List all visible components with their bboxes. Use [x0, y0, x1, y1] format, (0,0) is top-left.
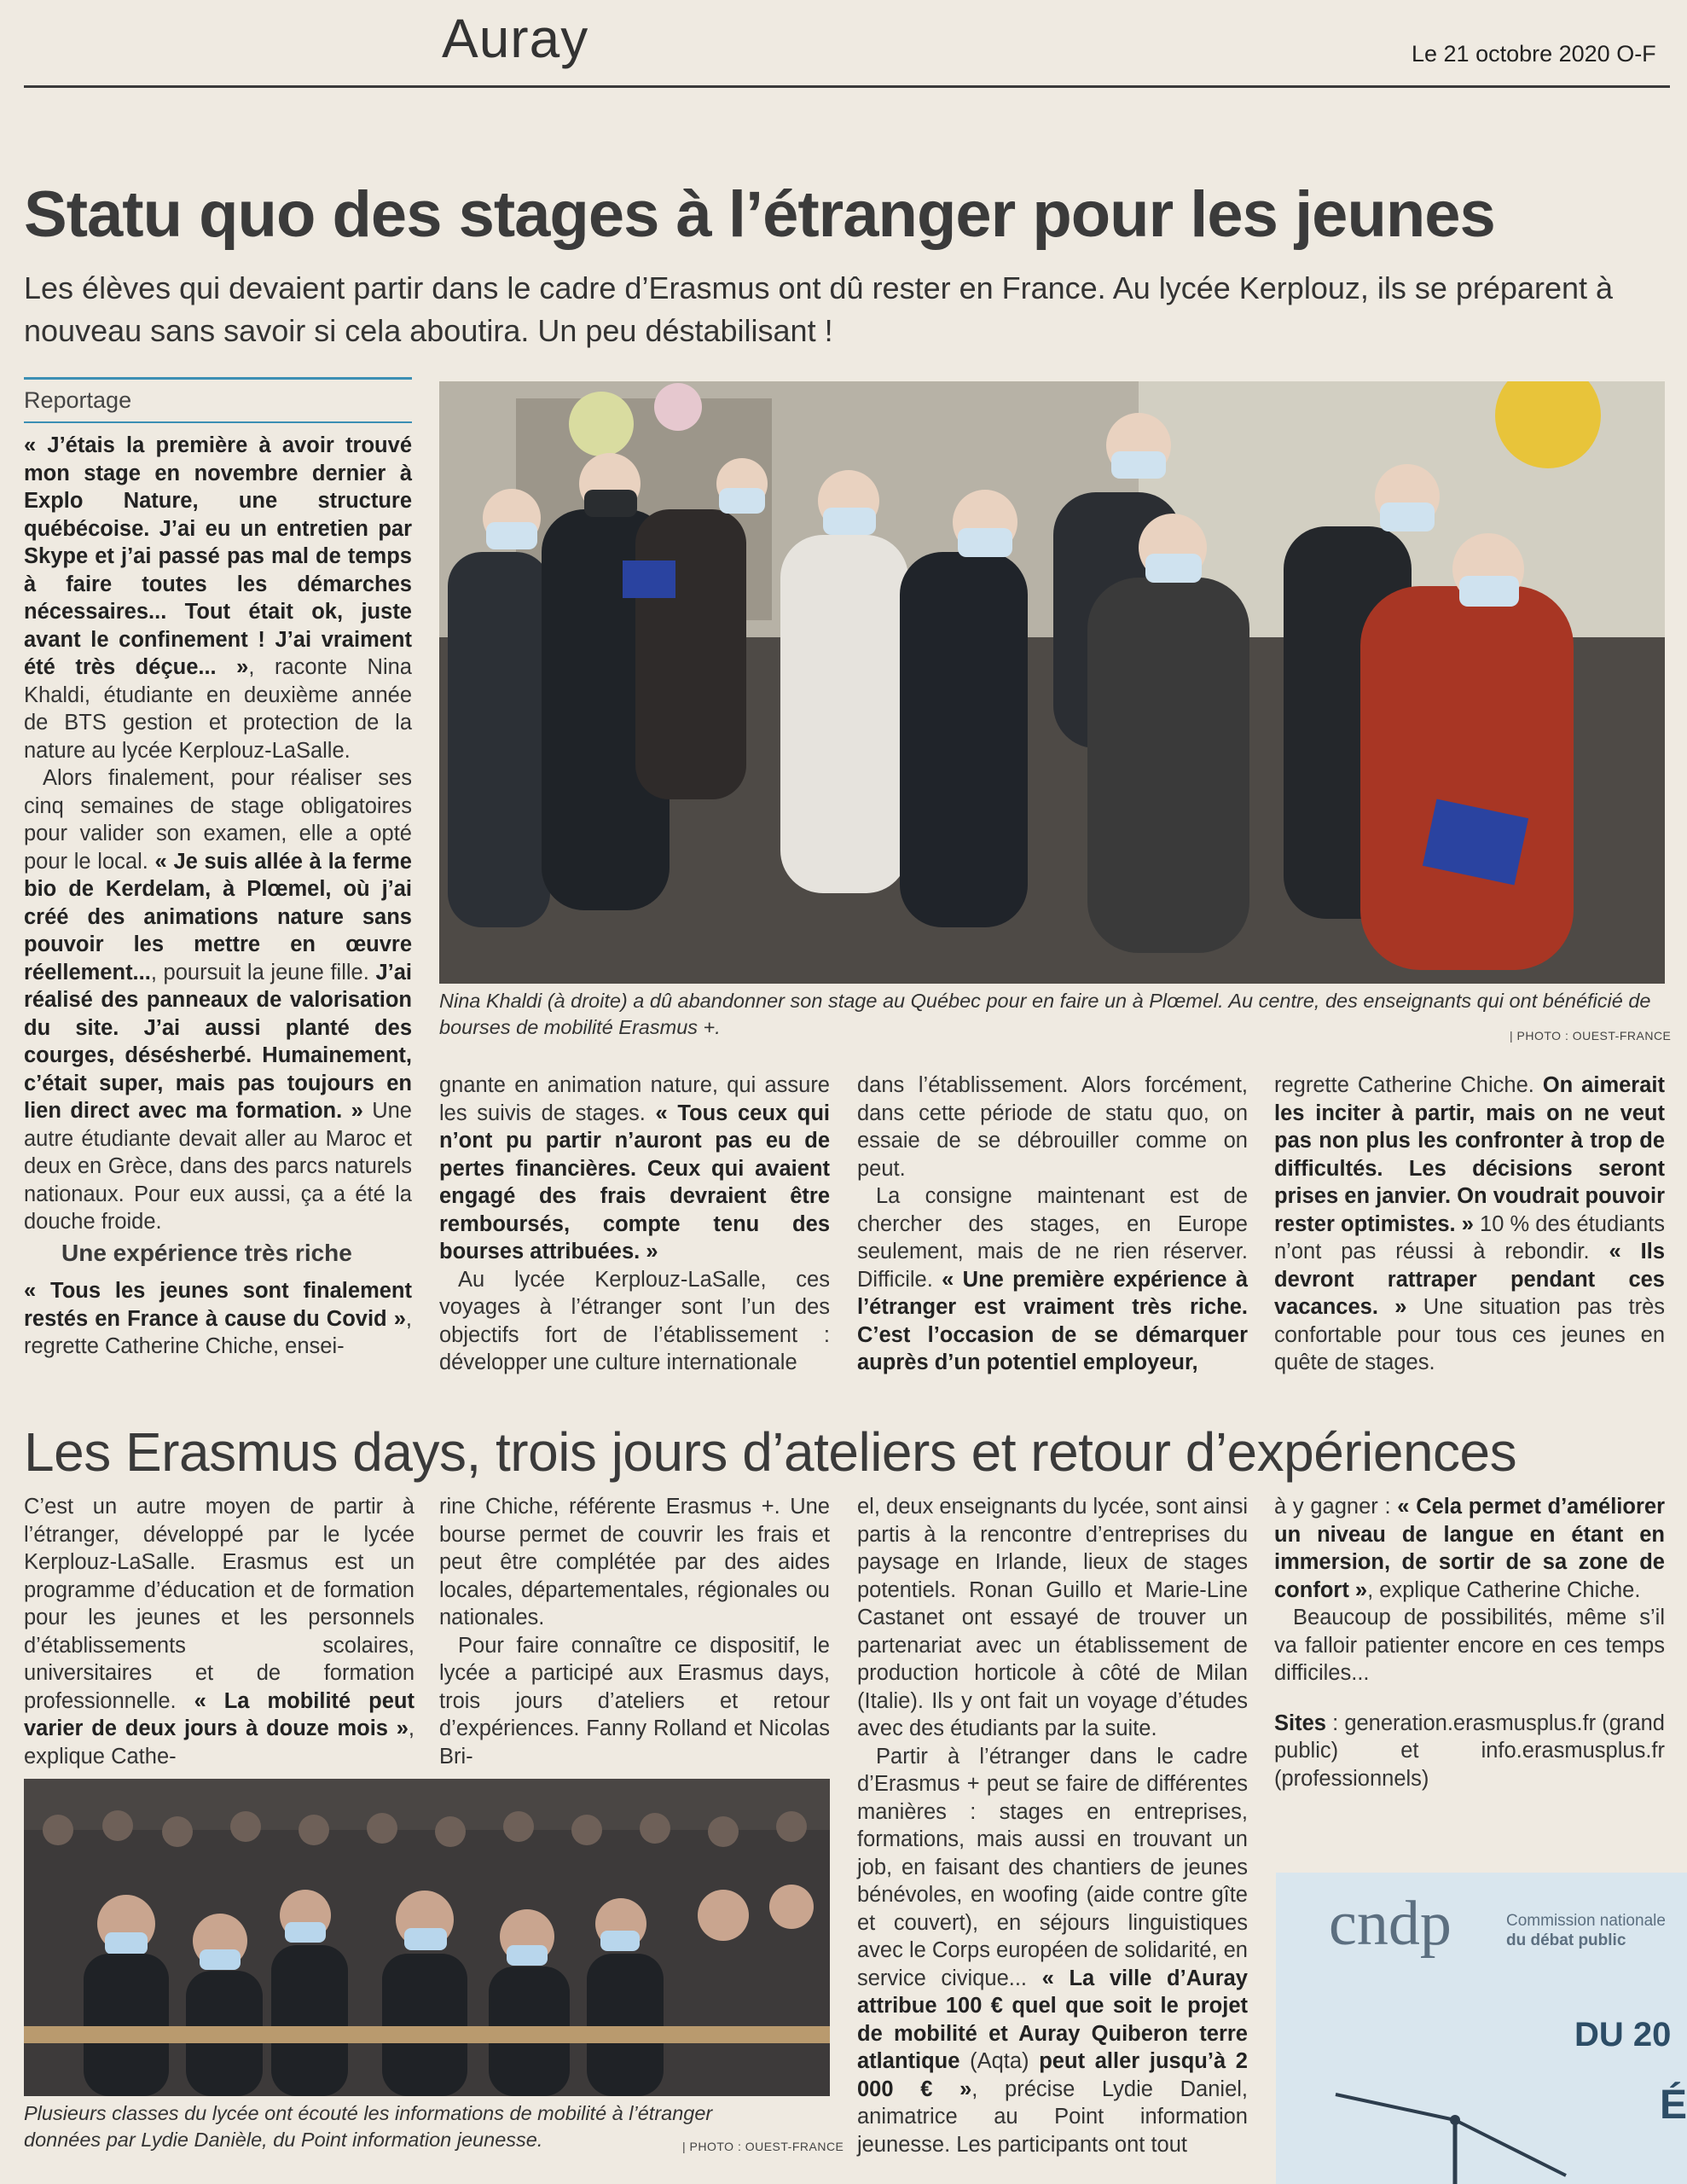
article1-column-4 [1274, 1072, 1665, 1377]
article-title: Statu quo des stages à l’étranger pour les jeunes [24, 178, 1495, 251]
publication-date: Le 21 octobre 2020 O-F [1412, 41, 1656, 67]
article1-photo-credit: | PHOTO : OUEST-FRANCE [1510, 1029, 1672, 1043]
sites-paragraph: Sites : generation.erasmusplus.fr (grand public) et info.erasmusplus.fr (professionnels) [1274, 1711, 1665, 1791]
rubric-rule-top [24, 377, 412, 380]
paragraph: Partir à l’étranger dans le cadre d’Erasmus + peut se faire de différentes manières : stages en entreprises, formations, mais aussi en trouvant un job, en faisant des chantiers de jeunes bénévoles, en woofing (aide contre gîte et couvert), en séjours linguistiques avec le Corps européen de solidarité, en service civique... « La ville d’Auray attribue 100 € quel que soit le projet de mobilité et Auray Quiberon terre atlantique (Aqta) peut aller jusqu’à 2 000 € », précise Lydie Daniel, animatrice au Point information jeunesse. Les participants ont tout [857, 1744, 1248, 2157]
ad-date: DU 20 [1574, 2016, 1672, 2053]
paragraph: rine Chiche, référente Erasmus +. Une bourse permet de couvrir les frais et peut être complétée par des aides locales, départementales, régionales ou nationales. [439, 1495, 830, 1629]
article2-column-2 [439, 1493, 830, 1770]
paragraph: gnante en animation nature, qui assure les suivis de stages. « Tous ceux qui n’ont pu partir n’auront pas eu de pertes financières. Ceux qui avaient engagé des frais devraient être remboursés, compte tenu des bourses attribuées. » [439, 1073, 830, 1263]
group-photo-illustration [439, 381, 1665, 984]
paragraph: regrette Catherine Chiche. On aimerait les inciter à partir, mais on ne veut pas non plus les confronter à trop de difficultés. Les décisions seront prises en janvier. On voudrait pouvoir rester optimistes. » 10 % des étudiants n’ont pas réussi à rebondir. « Ils devront rattraper pendant ces vacances. » Une situation pas très confortable pour tous ces jeunes en quête de stages. [1274, 1073, 1666, 1374]
article-lead: Les élèves qui devaient partir dans le cadre d’Erasmus ont dû rester en France. Au lycée Kerplouz, ils se préparent à nouveau sans savoir si cela aboutira. Un peu déstabilisant ! [24, 270, 1614, 348]
article1-photo-caption: Nina Khaldi (à droite) a dû abandonner son stage au Québec pour en faire un à Plœmel. Au centre, des enseignants qui ont bénéficié de bourses de mobilité Erasmus +. [439, 990, 1651, 1038]
paragraph: « J’étais la première à avoir trouvé mon stage en novembre dernier à Explo Nature, une structure québécoise. J’ai eu un entretien par Skype et j’ai passé pas mal de temps à faire toutes les démarches nécessaires... Tout était ok, juste avant le confinement ! J’ai vraiment été très déçue... », raconte Nina Khaldi, étudiante en deuxième année de BTS gestion et protection de la nature au lycée Kerplouz-LaSalle. [24, 433, 412, 763]
article2-photo-caption: Plusieurs classes du lycée ont écouté les informations de mobilité à l’étranger données par Lydie Danièle, du Point information jeunesse. [24, 2102, 713, 2151]
wind-turbine-icon [1310, 2069, 1583, 2184]
paragraph: Au lycée Kerplouz-LaSalle, ces voyages à l’étranger sont l’un des objectifs fort de l’établissement : développer une culture internationale [439, 1267, 830, 1374]
article2-column-3 [857, 1493, 1248, 2158]
article1-photo [439, 381, 1665, 984]
paragraph: Pour faire connaître ce dispositif, le lycée a participé aux Erasmus days, trois jours d’ateliers et retour d’expériences. Fanny Rolland et Nicolas Bri- [439, 1633, 830, 1769]
paragraph: C’est un autre moyen de partir à l’étranger, développé par le lycée Kerplouz-LaSalle. Erasmus est un programme d’éducation et de formation pour les jeunes et les personnels d’établissements scolaires, universitaires et de formation professionnelle. « La mobilité peut varier de deux jours à douze mois », explique Cathe- [24, 1495, 415, 1769]
article2-photo-credit: | PHOTO : OUEST-FRANCE [682, 2140, 844, 2153]
cndp-tagline [1506, 1911, 1666, 1950]
article2-column-1 [24, 1493, 415, 1770]
section-name: Auray [442, 8, 589, 69]
article2-title: Les Erasmus days, trois jours d’ateliers et retour d’expériences [24, 1421, 1517, 1483]
article2-column-4 [1274, 1493, 1665, 1792]
cndp-line-2: du débat public [1506, 1931, 1626, 1949]
paragraph: Beaucoup de possibilités, même s’il va falloir patienter encore en ces temps difficiles... [1274, 1606, 1665, 1685]
paragraph: dans l’établissement. Alors forcément, dans cette période de statu quo, on essaie de se débrouiller comme on peut. [857, 1073, 1248, 1181]
paragraph: el, deux enseignants du lycée, sont ainsi partis à la rencontre d’entreprises du paysage en Irlande, lieux de stages potentiels. Ronan Guillo et Marie-Line Castanet ont essayé de trouver un partenariat avec un établissement de production horticole à côté de Milan (Italie). Ils y ont fait un voyage d’études avec des étudiants par la suite. [857, 1495, 1248, 1740]
rubric-label: Reportage [24, 387, 132, 413]
subheading: Une expérience très riche [61, 1239, 352, 1266]
article1-column-1 [24, 432, 412, 1361]
paragraph: La consigne maintenant est de chercher des stages, en Europe seulement, mais de ne rien réserver. Difficile. « Une première expérience à l’étranger est vraiment très riche. C’est l’occasion de se démarquer auprès d’un potentiel employeur, [857, 1184, 1248, 1374]
cndp-line-1: Commission nationale [1506, 1912, 1666, 1930]
header-rule [24, 85, 1670, 88]
paragraph: à y gagner : « Cela permet d’améliorer un niveau de langue en étant en immersion, de sortir de sa zone de confort », explique Catherine Chiche. [1274, 1495, 1665, 1602]
paragraph: « Tous les jeunes sont finalement restés en France à cause du Covid », regrette Catherine Chiche, ensei- [24, 1279, 412, 1358]
rubric-rule-bottom [24, 421, 412, 423]
classroom-photo-illustration [24, 1779, 830, 2096]
article2-photo [24, 1779, 830, 2096]
paragraph: Alors finalement, pour réaliser ses cinq semaines de stage obligatoires pour valider son examen, elle a opté pour le local. « Je suis allée à la ferme bio de Kerdelam, à Plœmel, où j’ai créé des animations nature sans pouvoir les mettre en œuvre réellement..., poursuit la jeune fille. J’ai réalisé des panneaux de valorisation du site. J’ai aussi planté des courges, désésherbé. Humainement, c’était super, mais pas toujours en lien direct avec ma formation. » Une autre étudiante devait aller au Maroc et deux en Grèce, dans des parcs naturels nationaux. Pour eux aussi, ça a été la douche froide. [24, 766, 412, 1234]
article1-column-3 [857, 1072, 1248, 1377]
ad-letter: É [1660, 2082, 1687, 2128]
cndp-logo: cndp [1329, 1889, 1452, 1959]
cndp-advertisement [1276, 1873, 1687, 2184]
article1-column-2 [439, 1072, 830, 1377]
